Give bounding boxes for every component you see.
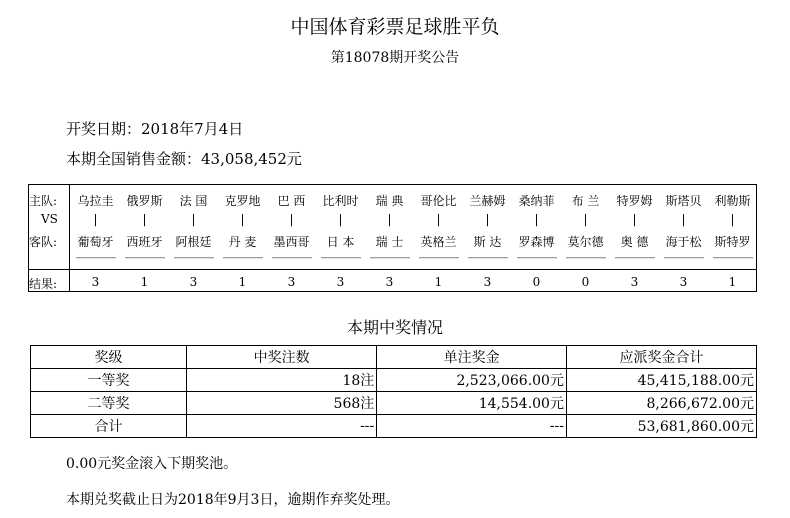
match-vs-marker: | [583, 212, 588, 226]
match-vs-marker: | [534, 212, 539, 226]
match-result: 1 [728, 275, 737, 289]
match-away-team: 瑞 士 [375, 235, 404, 249]
match-separator: ———— [712, 251, 753, 264]
match-vs-marker: | [387, 212, 392, 226]
table-row [31, 392, 757, 415]
match-separator: ———— [565, 251, 606, 264]
table-row [31, 369, 757, 392]
match-away-team: 奥 德 [620, 235, 649, 249]
match-vs-marker: | [240, 212, 245, 226]
home-label: 主队: [29, 194, 58, 208]
prize-level: 一等奖 [31, 369, 187, 392]
match-away-team: 斯特罗 [714, 235, 751, 249]
away-label: 客队: [29, 235, 58, 249]
match-table [28, 184, 757, 292]
match-separator: ———— [124, 251, 165, 264]
match-away-team: 斯 达 [473, 235, 502, 249]
match-vs-marker: | [93, 212, 98, 226]
unit-prize: 14,554.00元 [377, 392, 567, 415]
match-away-team: 莫尔德 [567, 235, 604, 249]
match-result: 0 [532, 275, 541, 289]
row-divider [29, 269, 756, 270]
winner-count: --- [187, 415, 377, 438]
prize-level: 二等奖 [31, 392, 187, 415]
match-separator: ———— [369, 251, 410, 264]
match-home-team: 俄罗斯 [126, 194, 163, 208]
total-prize: 8,266,672.00元 [566, 392, 756, 415]
match-home-team: 乌拉圭 [77, 194, 114, 208]
match-away-team: 罗森博 [518, 235, 555, 249]
prize-table-header [31, 346, 757, 369]
match-result: 1 [140, 275, 149, 289]
match-home-team: 利勒斯 [714, 194, 751, 208]
match-away-team: 日 本 [326, 235, 355, 249]
match-away-team: 海于松 [665, 235, 702, 249]
match-separator: ———— [222, 251, 263, 264]
unit-prize: --- [377, 415, 567, 438]
page-subtitle: 第18078期开奖公告 [330, 50, 460, 66]
match-vs-marker: | [730, 212, 735, 226]
match-result: 3 [385, 275, 394, 289]
prize-section-title: 本期中奖情况 [346, 318, 443, 337]
draw-date: 开奖日期：2018年7月4日 [66, 120, 244, 138]
match-result: 3 [336, 275, 345, 289]
vs-label: VS [41, 212, 58, 226]
match-result: 1 [238, 275, 247, 289]
match-home-team: 布 兰 [571, 194, 600, 208]
match-away-team: 墨西哥 [273, 235, 310, 249]
match-separator: ———— [173, 251, 214, 264]
match-result: 0 [581, 275, 590, 289]
match-vs-marker: | [681, 212, 686, 226]
match-away-team: 丹 麦 [228, 235, 257, 249]
match-result: 3 [679, 275, 688, 289]
match-separator: ———— [516, 251, 557, 264]
page-title: 中国体育彩票足球胜平负 [290, 16, 500, 38]
winner-count: 568注 [187, 392, 377, 415]
match-home-team: 斯塔贝 [665, 194, 702, 208]
unit-prize: 2,523,066.00元 [377, 369, 567, 392]
winner-count: 18注 [187, 369, 377, 392]
match-home-team: 兰赫姆 [469, 194, 506, 208]
match-result: 3 [189, 275, 198, 289]
match-separator: ———— [75, 251, 116, 264]
deadline-note: 本期兑奖截止日为2018年9月3日，逾期作弃奖处理。 [66, 492, 400, 508]
match-result: 3 [91, 275, 100, 289]
match-separator: ———— [320, 251, 361, 264]
match-separator: ———— [614, 251, 655, 264]
match-home-team: 特罗姆 [616, 194, 653, 208]
header-unit-prize: 单注奖金 [377, 346, 567, 369]
header-count: 中奖注数 [187, 346, 377, 369]
match-home-team: 瑞 典 [375, 194, 404, 208]
match-away-team: 西班牙 [126, 235, 163, 249]
table-row [31, 415, 757, 438]
match-vs-marker: | [289, 212, 294, 226]
match-vs-marker: | [436, 212, 441, 226]
match-home-team: 巴 西 [277, 194, 306, 208]
result-label: 结果: [29, 277, 58, 291]
match-away-team: 葡萄牙 [77, 235, 114, 249]
match-away-team: 英格兰 [420, 235, 457, 249]
match-vs-marker: | [632, 212, 637, 226]
match-result: 3 [483, 275, 492, 289]
prize-level: 合计 [31, 415, 187, 438]
match-result: 3 [630, 275, 639, 289]
prize-table [30, 345, 757, 438]
match-vs-marker: | [142, 212, 147, 226]
match-home-team: 克罗地 [224, 194, 261, 208]
match-home-team: 法 国 [179, 194, 208, 208]
match-vs-marker: | [191, 212, 196, 226]
rollover-note: 0.00元奖金滚入下期奖池。 [66, 456, 238, 472]
total-prize: 53,681,860.00元 [566, 415, 756, 438]
match-vs-marker: | [485, 212, 490, 226]
match-separator: ———— [418, 251, 459, 264]
match-home-team: 桑纳菲 [518, 194, 555, 208]
match-separator: ———— [467, 251, 508, 264]
match-separator: ———— [663, 251, 704, 264]
total-prize: 45,415,188.00元 [566, 369, 756, 392]
match-home-team: 哥伦比 [420, 194, 457, 208]
match-result: 3 [287, 275, 296, 289]
match-away-team: 阿根廷 [175, 235, 212, 249]
match-vs-marker: | [338, 212, 343, 226]
header-total-prize: 应派奖金合计 [566, 346, 756, 369]
header-level: 奖级 [31, 346, 187, 369]
sales-amount: 本期全国销售金额：43,058,452元 [66, 150, 302, 168]
match-home-team: 比利时 [322, 194, 359, 208]
match-result: 1 [434, 275, 443, 289]
match-separator: ———— [271, 251, 312, 264]
